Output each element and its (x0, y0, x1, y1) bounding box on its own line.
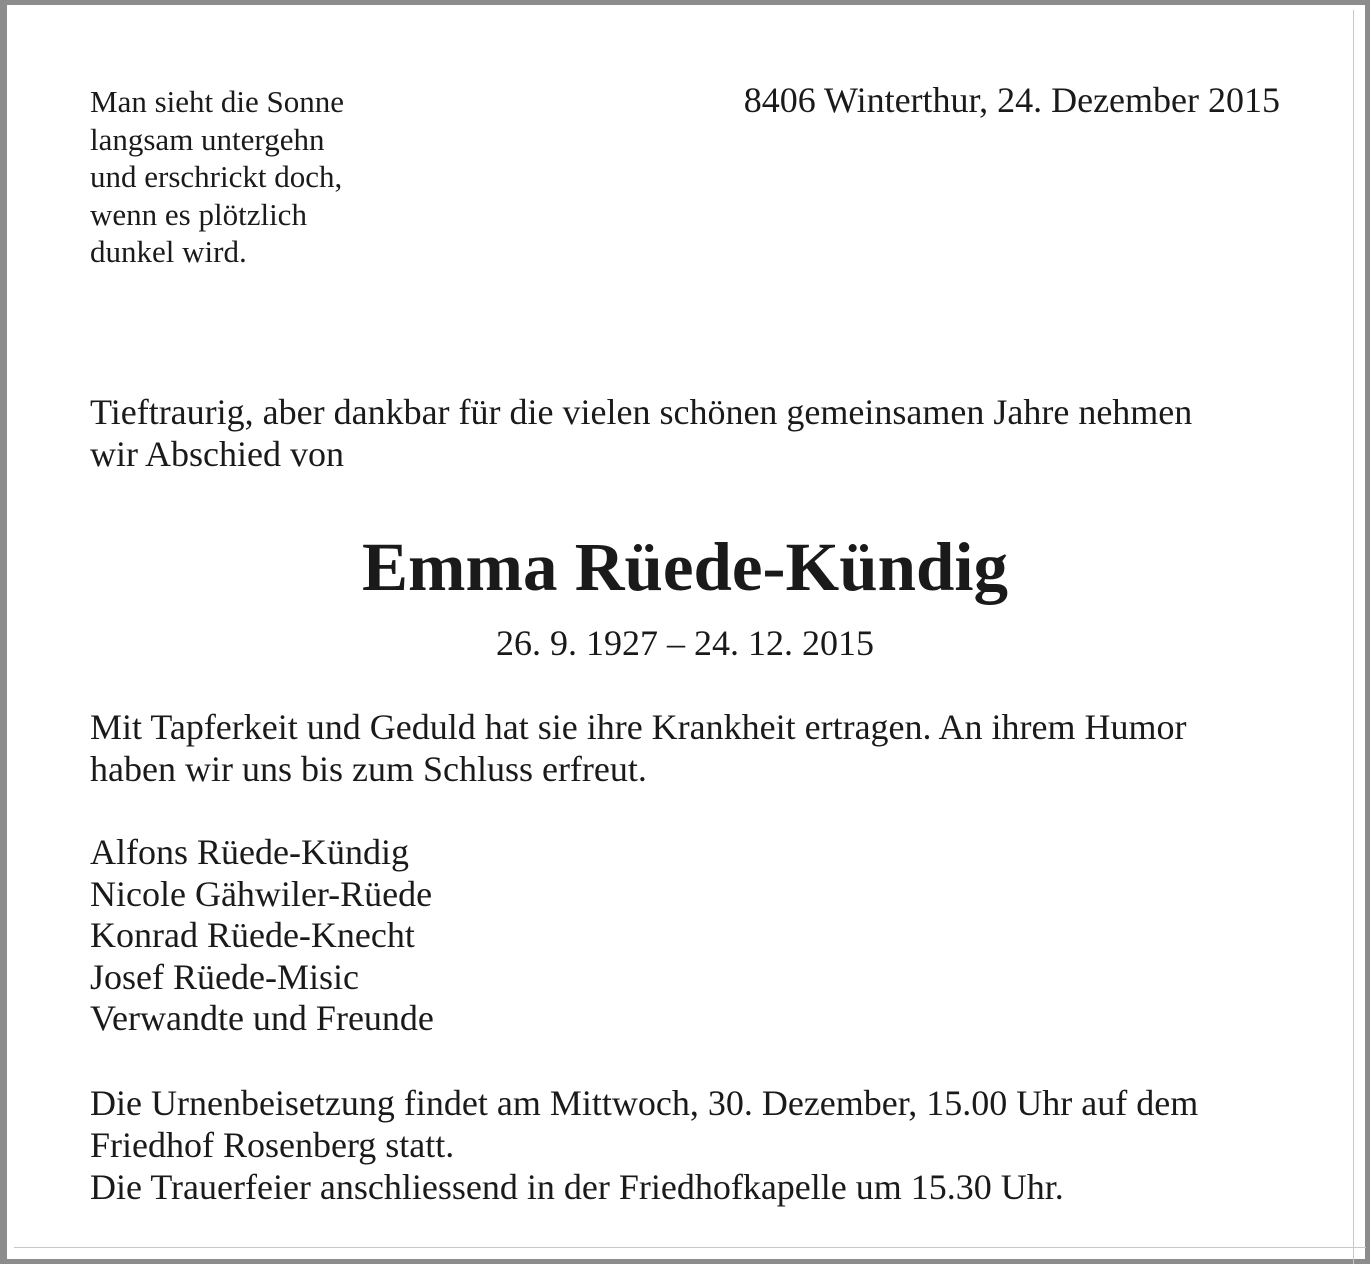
mourner-name: Konrad Rüede-Knecht (90, 915, 415, 955)
tribute-text (90, 706, 1187, 790)
poem-line: wenn es plötzlich (90, 196, 307, 232)
mourners-list (90, 832, 434, 1040)
poem-line: langsam untergehn (90, 121, 325, 157)
mourner-name: Nicole Gähwiler-Rüede (90, 873, 433, 914)
poem-line: und erschrickt doch, (90, 159, 343, 194)
life-dates: 26. 9. 1927 – 24. 12. 2015 (496, 623, 874, 663)
place-date: 8406 Winterthur, 24. Dezember 2015 (743, 80, 1280, 120)
intro-text (90, 391, 1290, 475)
poem (90, 83, 344, 271)
mourner-name: Josef Rüede-Misic (90, 956, 359, 997)
service-line: Friedhof Rosenberg statt. (90, 1125, 455, 1165)
frame-shadow-bottom (14, 1247, 1366, 1248)
intro-line: wir Abschied von (90, 434, 344, 474)
intro-line: Tieftraurig, aber dankbar für die vielen schönen gemeinsamen Jahre nehmen (90, 392, 1193, 432)
mourner-name: Verwandte und Freunde (90, 998, 434, 1038)
service-line: Die Trauerfeier anschliessend in der Friedhofkapelle um 15.30 Uhr. (90, 1167, 1064, 1207)
deceased-name: Emma Rüede-Kündig (362, 529, 1008, 605)
service-info (90, 1082, 1198, 1208)
service-line: Die Urnenbeisetzung findet am Mittwoch, 30. Dezember, 15.00 Uhr auf dem (90, 1083, 1199, 1123)
tribute-line: Mit Tapferkeit und Geduld hat sie ihre Krankheit ertragen. An ihrem Humor (90, 707, 1187, 747)
tribute-line: haben wir uns bis zum Schluss erfreut. (90, 749, 647, 789)
mourner-name: Alfons Rüede-Kündig (90, 832, 409, 872)
poem-line: Man sieht die Sonne (90, 84, 344, 119)
poem-line: dunkel wird. (90, 234, 247, 269)
